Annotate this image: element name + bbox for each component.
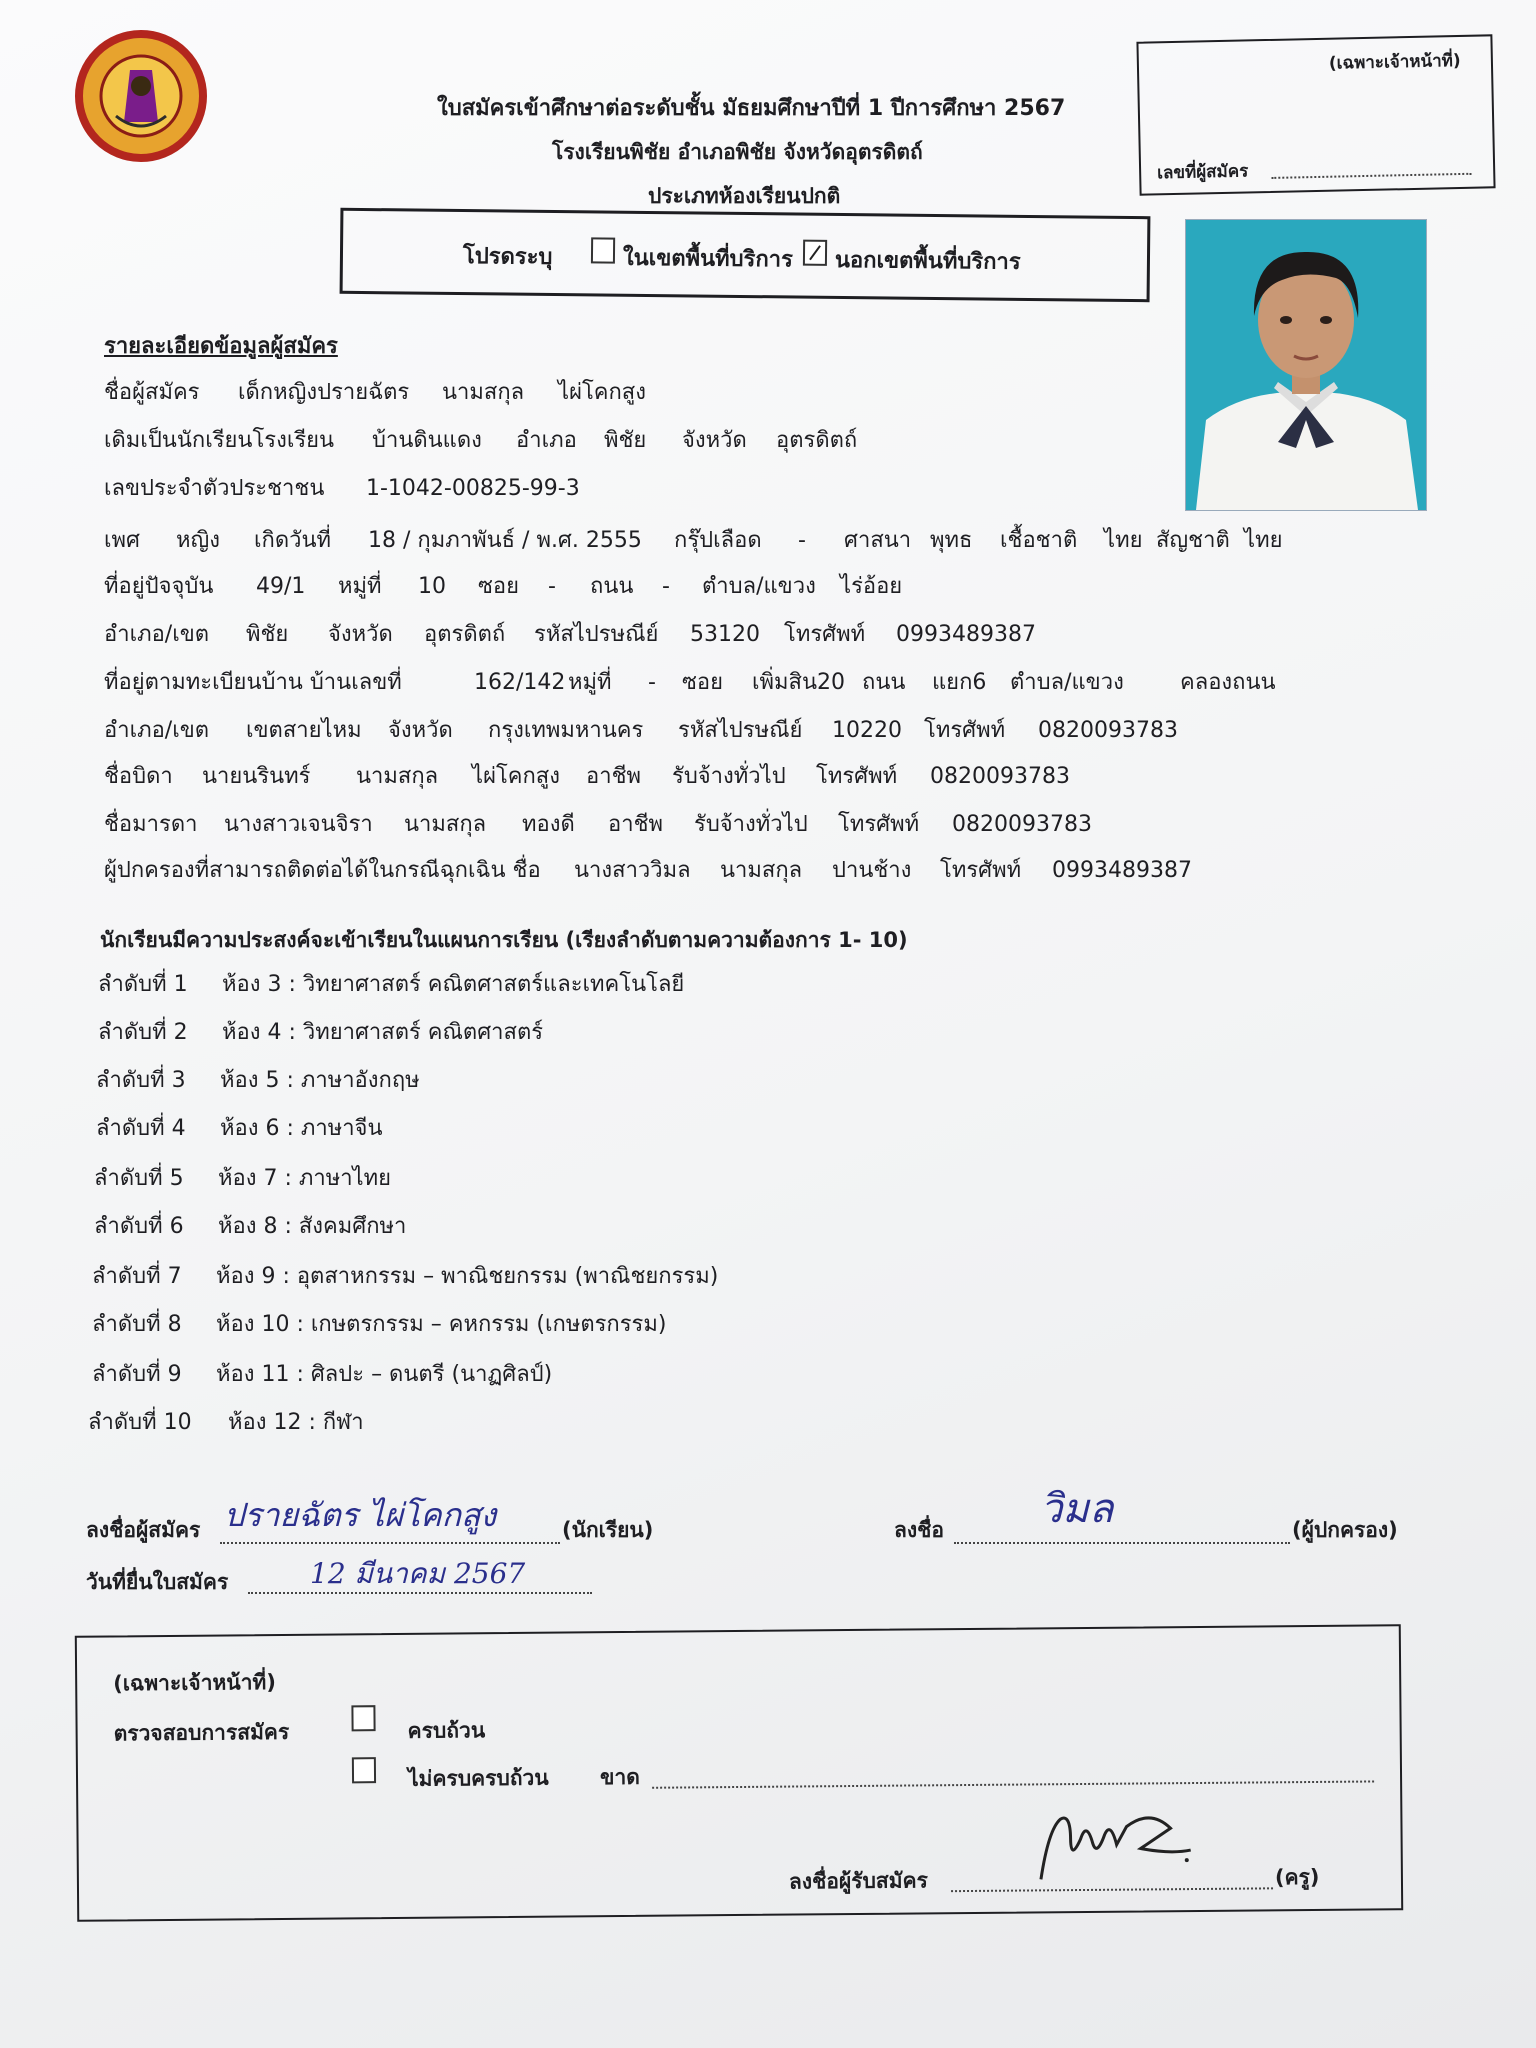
- current-moo-value: 10: [418, 574, 446, 599]
- receiver-signature-icon: [1030, 1798, 1201, 1889]
- preference-room: ห้อง 4 : วิทยาศาสตร์ คณิตศาสตร์: [222, 1020, 544, 1045]
- reg-phone-value: 0820093783: [1038, 718, 1178, 743]
- school-logo: [72, 30, 210, 162]
- guardian-sign-label: ลงชื่อ: [894, 1518, 944, 1542]
- guardian-phone: 0993489387: [1052, 858, 1192, 883]
- first-name-value: เด็กหญิงปรายฉัตร: [238, 380, 410, 405]
- applicant-sign-suffix: (นักเรียน): [562, 1518, 654, 1542]
- current-phone-label: โทรศัพท์: [784, 622, 866, 647]
- father-surname: ไผ่โคกสูง: [472, 764, 560, 789]
- mother-phone: 0820093783: [952, 812, 1092, 837]
- staff-title: (เฉพาะเจ้าหน้าที่): [113, 1670, 276, 1696]
- office-use-box: [1136, 34, 1495, 195]
- surname-label: นามสกุล: [442, 380, 525, 405]
- reg-district-label: อำเภอ/เขต: [104, 718, 210, 743]
- blood-label: กรุ๊ปเลือด: [674, 528, 762, 553]
- reg-subdistrict-value: คลองถนน: [1180, 670, 1276, 695]
- preference-room: ห้อง 3 : วิทยาศาสตร์ คณิตศาสตร์และเทคโนโลยี: [222, 972, 685, 997]
- race-label: เชื้อชาติ: [1000, 528, 1078, 553]
- current-address-label: ที่อยู่ปัจจุบัน: [104, 574, 214, 599]
- current-phone-value: 0993489387: [896, 622, 1036, 647]
- current-house-no: 49/1: [256, 574, 306, 599]
- applicant-no-line[interactable]: [1271, 173, 1471, 179]
- guardian-surname: ปานช้าง: [832, 858, 912, 883]
- out-area-label: นอกเขตพื้นที่บริการ: [834, 247, 1021, 275]
- school-line: โรงเรียนพิชัย อำเภอพิชัย จังหวัดอุตรดิตถ์: [552, 140, 923, 164]
- preference-rank: ลำดับที่ 5: [94, 1166, 184, 1191]
- incomplete-checkbox[interactable]: [352, 1757, 376, 1783]
- nationality-label: สัญชาติ: [1156, 528, 1230, 553]
- room-type: ประเภทห้องเรียนปกติ: [648, 184, 841, 208]
- submit-date-value: 12 มีนาคม 2567: [310, 1557, 526, 1590]
- applicant-signature: ปรายฉัตร ไผ่โคกสูง: [224, 1496, 497, 1534]
- prev-school-value: บ้านดินแดง: [372, 428, 482, 453]
- reg-phone-label: โทรศัพท์: [924, 718, 1006, 743]
- service-area-box: [340, 208, 1151, 302]
- preference-room: ห้อง 12 : กีฬา: [228, 1410, 364, 1435]
- receiver-sign-label: ลงชื่อผู้รับสมัคร: [788, 1868, 928, 1894]
- father-phone-label: โทรศัพท์: [816, 764, 898, 789]
- father-label: ชื่อบิดา: [104, 764, 173, 789]
- receiver-sign-suffix: (ครู): [1274, 1864, 1320, 1890]
- current-province-value: อุตรดิตถ์: [424, 622, 506, 647]
- current-district-value: พิชัย: [246, 622, 289, 647]
- preference-room: ห้อง 5 : ภาษาอังกฤษ: [220, 1068, 420, 1093]
- out-area-checkbox[interactable]: [803, 240, 827, 266]
- preference-room: ห้อง 9 : อุตสาหกรรม – พาณิชยกรรม (พาณิชยกรรม): [216, 1264, 719, 1289]
- preference-rank: ลำดับที่ 8: [92, 1312, 182, 1337]
- current-province-label: จังหวัด: [328, 622, 393, 647]
- dob-value: 18 / กุมภาพันธ์ / พ.ศ. 2555: [368, 528, 642, 553]
- preference-rank: ลำดับที่ 3: [96, 1068, 186, 1093]
- applicant-sign-line[interactable]: [220, 1542, 560, 1544]
- reg-soi-value: เพิ่มสิน20: [752, 670, 845, 695]
- office-box-title: (เฉพาะเจ้าหน้าที่): [1328, 50, 1461, 74]
- current-road-value: -: [662, 574, 670, 599]
- applicant-no-label: เลขที่ผู้สมัคร: [1156, 161, 1249, 184]
- dob-label: เกิดวันที่: [254, 528, 332, 553]
- incomplete-label: ไม่ครบครบถ้วน: [407, 1765, 549, 1791]
- father-phone: 0820093783: [930, 764, 1070, 789]
- details-heading: รายละเอียดข้อมูลผู้สมัคร: [104, 334, 338, 359]
- citizen-id-value: 1-1042-00825-99-3: [366, 476, 580, 501]
- reg-subdistrict-label: ตำบล/แขวง: [1010, 670, 1124, 695]
- preference-rank: ลำดับที่ 6: [94, 1214, 184, 1239]
- reg-province-value: กรุงเทพมหานคร: [488, 718, 644, 743]
- staff-only-box: [75, 1624, 1403, 1922]
- missing-label: ขาด: [599, 1764, 640, 1790]
- father-job-label: อาชีพ: [586, 764, 641, 789]
- father-surname-label: นามสกุล: [356, 764, 439, 789]
- area-label: โปรดระบุ: [462, 244, 553, 270]
- name-label: ชื่อผู้สมัคร: [104, 380, 200, 405]
- father-job: รับจ้างทั่วไป: [672, 764, 786, 789]
- preference-rank: ลำดับที่ 2: [98, 1020, 188, 1045]
- prev-school-label: เดิมเป็นนักเรียนโรงเรียน: [104, 428, 335, 453]
- gender-label: เพศ: [104, 528, 140, 553]
- guardian-surname-label: นามสกุล: [720, 858, 803, 883]
- religion-value: พุทธ: [930, 528, 973, 553]
- current-road-label: ถนน: [590, 574, 634, 599]
- preferences-list: [88, 970, 992, 1450]
- prev-district-label: อำเภอ: [516, 428, 577, 453]
- guardian-label: ผู้ปกครองที่สามารถติดต่อได้ในกรณีฉุกเฉิน ชื่อ: [104, 858, 541, 883]
- current-soi-label: ซอย: [478, 574, 520, 599]
- preference-room: ห้อง 7 : ภาษาไทย: [218, 1166, 392, 1191]
- reg-address-label: ที่อยู่ตามทะเบียนบ้าน บ้านเลขที่: [104, 670, 402, 695]
- guardian-signature: วิมล: [1040, 1486, 1114, 1532]
- preferences-heading: นักเรียนมีความประสงค์จะเข้าเรียนในแผนการเรียน (เรียงลำดับตามความต้องการ 1- 10): [100, 928, 908, 952]
- mother-phone-label: โทรศัพท์: [838, 812, 920, 837]
- prev-province-label: จังหวัด: [682, 428, 747, 453]
- preference-rank: ลำดับที่ 9: [92, 1362, 182, 1387]
- preference-room: ห้อง 6 : ภาษาจีน: [220, 1116, 383, 1141]
- applicant-photo: [1186, 220, 1426, 510]
- reg-road-label: ถนน: [862, 670, 906, 695]
- current-moo-label: หมู่ที่: [338, 574, 382, 599]
- religion-label: ศาสนา: [844, 528, 912, 553]
- in-area-checkbox[interactable]: [591, 237, 615, 263]
- preference-room: ห้อง 11 : ศิลปะ – ดนตรี (นาฏศิลป์): [216, 1362, 553, 1387]
- preference-rank: ลำดับที่ 7: [92, 1264, 182, 1289]
- complete-label: ครบถ้วน: [407, 1718, 486, 1743]
- guardian-sign-line[interactable]: [954, 1542, 1290, 1544]
- reg-house-no: 162/142: [474, 670, 566, 695]
- reg-moo-value: -: [648, 670, 656, 695]
- missing-line[interactable]: [652, 1780, 1374, 1788]
- race-value: ไทย: [1104, 528, 1143, 553]
- reg-moo-label: หมู่ที่: [568, 670, 612, 695]
- guardian-sign-suffix: (ผู้ปกครอง): [1292, 1518, 1398, 1542]
- current-postal-value: 53120: [690, 622, 760, 647]
- surname-value: ไผ่โคกสูง: [558, 380, 646, 405]
- reg-soi-label: ซอย: [682, 670, 724, 695]
- checkmark-icon: [805, 242, 825, 264]
- student-portrait-icon: [1186, 220, 1426, 510]
- in-area-label: ในเขตพื้นที่บริการ: [622, 245, 794, 273]
- preference-room: ห้อง 10 : เกษตรกรรม – คหกรรม (เกษตรกรรม): [216, 1312, 667, 1337]
- reg-postal-label: รหัสไปรษณีย์: [678, 718, 803, 743]
- nationality-value: ไทย: [1244, 528, 1283, 553]
- guardian-phone-label: โทรศัพท์: [940, 858, 1022, 883]
- applicant-sign-label: ลงชื่อผู้สมัคร: [86, 1518, 201, 1542]
- preference-rank: ลำดับที่ 1: [98, 972, 188, 997]
- reg-province-label: จังหวัด: [388, 718, 453, 743]
- guardian-name: นางสาววิมล: [574, 858, 691, 883]
- preference-rank: ลำดับที่ 4: [96, 1116, 186, 1141]
- staff-check-label: ตรวจสอบการสมัคร: [113, 1719, 290, 1746]
- preference-rank: ลำดับที่ 10: [88, 1410, 192, 1435]
- submit-date-label: วันที่ยื่นใบสมัคร: [86, 1570, 229, 1594]
- form-title: ใบสมัครเข้าศึกษาต่อระดับชั้น มัธยมศึกษาปีที่ 1 ปีการศึกษา 2567: [437, 96, 1066, 121]
- father-name: นายนรินทร์: [202, 764, 311, 789]
- citizen-id-label: เลขประจำตัวประชาชน: [104, 476, 325, 501]
- school-seal-icon: [72, 30, 210, 162]
- gender-value: หญิง: [176, 528, 220, 553]
- prev-province-value: อุตรดิตถ์: [776, 428, 858, 453]
- mother-label: ชื่อมารดา: [104, 812, 198, 837]
- mother-surname: ทองดี: [522, 812, 575, 837]
- mother-job-label: อาชีพ: [608, 812, 663, 837]
- reg-road-value: แยก6: [932, 670, 987, 695]
- current-subdistrict-value: ไร่อ้อย: [840, 574, 903, 599]
- current-subdistrict-label: ตำบล/แขวง: [702, 574, 816, 599]
- current-postal-label: รหัสไปรษณีย์: [534, 622, 659, 647]
- reg-district-value: เขตสายไหม: [246, 718, 362, 743]
- mother-job: รับจ้างทั่วไป: [694, 812, 808, 837]
- blood-value: -: [798, 528, 806, 553]
- current-district-label: อำเภอ/เขต: [104, 622, 210, 647]
- current-soi-value: -: [548, 574, 556, 599]
- reg-postal-value: 10220: [832, 718, 902, 743]
- prev-district-value: พิชัย: [604, 428, 647, 453]
- mother-name: นางสาวเจนจิรา: [224, 812, 373, 837]
- mother-surname-label: นามสกุล: [404, 812, 487, 837]
- complete-checkbox[interactable]: [351, 1705, 375, 1731]
- preference-room: ห้อง 8 : สังคมศึกษา: [218, 1214, 407, 1239]
